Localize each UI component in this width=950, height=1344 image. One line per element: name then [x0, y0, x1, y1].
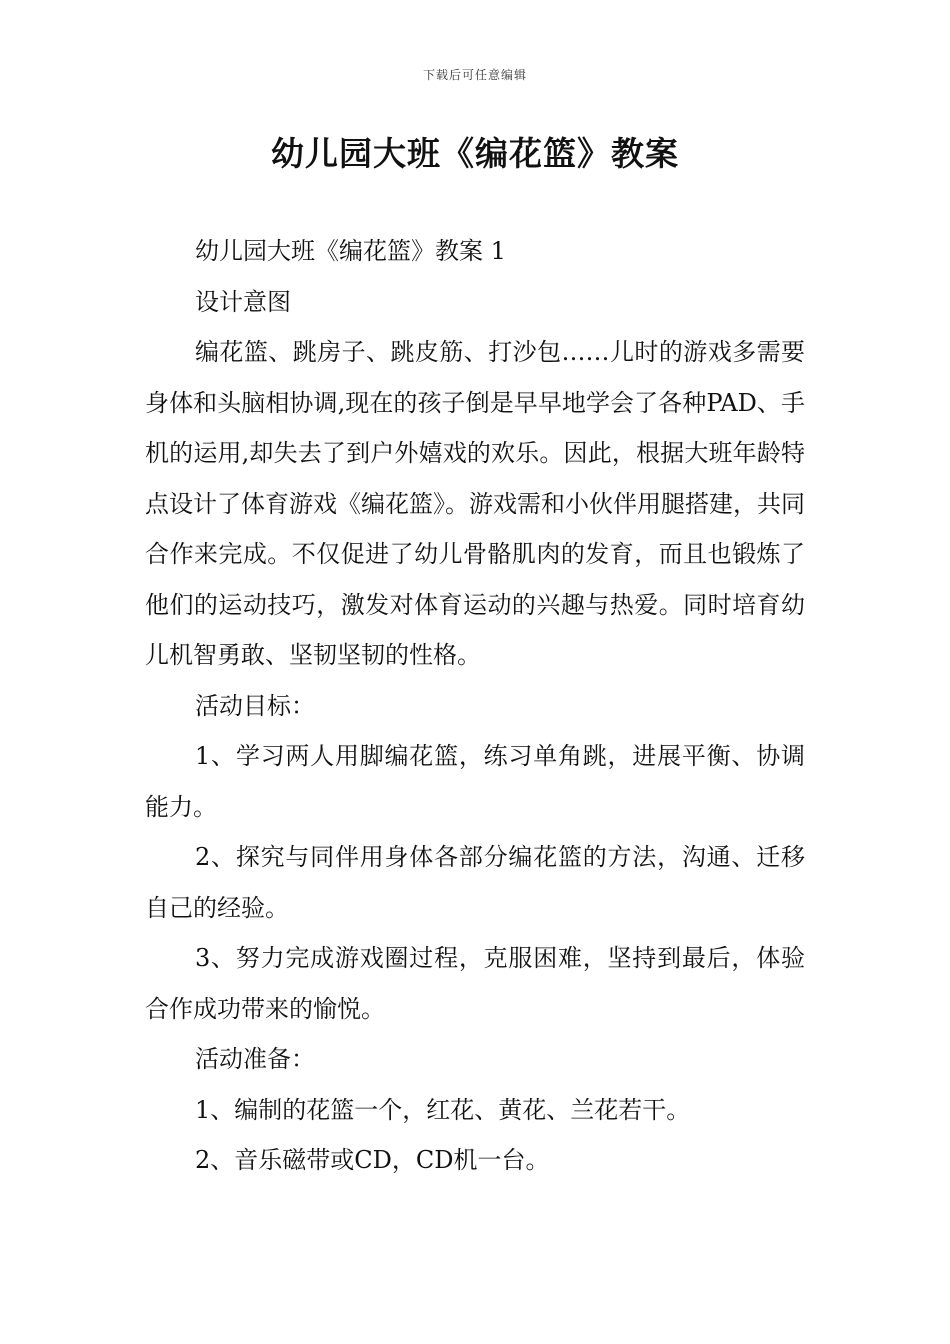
preparation-item: 2、音乐磁带或CD，CD机一台。: [195, 1146, 550, 1174]
header-note: 下载后可任意编辑: [422, 68, 527, 82]
objective-item: 1、学习两人用脚编花篮，练习单角跳，进展平衡、协调能力。: [145, 742, 805, 821]
design-intent-paragraph: 编花篮、跳房子、跳皮筋、打沙包……儿时的游戏多需要身体和头脑相协调,现在的孩子倒是早早地学会了各种PAD、手机的运用,却失去了到户外嬉戏的欢乐。因此，根据大班年龄特点设计了体育游戏《编花篮》。游戏需和小伙伴用腿搭建，共同合作来完成。不仅促进了幼儿骨骼肌肉的发育，而且也锻炼了他们的运动技巧，激发对体育运动的兴趣与热爱。同时培育幼儿机智勇敢、坚韧坚韧的性格。: [145, 338, 805, 669]
section-heading-preparation: 活动准备：: [195, 1045, 315, 1073]
document-title: 幼儿园大班《编花篮》教案: [271, 134, 679, 173]
lesson-plan-heading: 幼儿园大班《编花篮》教案 1: [195, 237, 506, 265]
objective-item: 2、探究与同伴用身体各部分编花篮的方法，沟通、迁移自己的经验。: [145, 843, 805, 922]
objective-item: 3、努力完成游戏圈过程，克服困难，坚持到最后，体验合作成功带来的愉悦。: [145, 944, 805, 1023]
section-heading-design-intent: 设计意图: [195, 287, 291, 316]
section-heading-objectives: 活动目标：: [195, 691, 315, 720]
preparation-item: 1、编制的花篮一个，红花、黄花、兰花若干。: [195, 1095, 691, 1124]
document-body: [145, 226, 805, 1186]
